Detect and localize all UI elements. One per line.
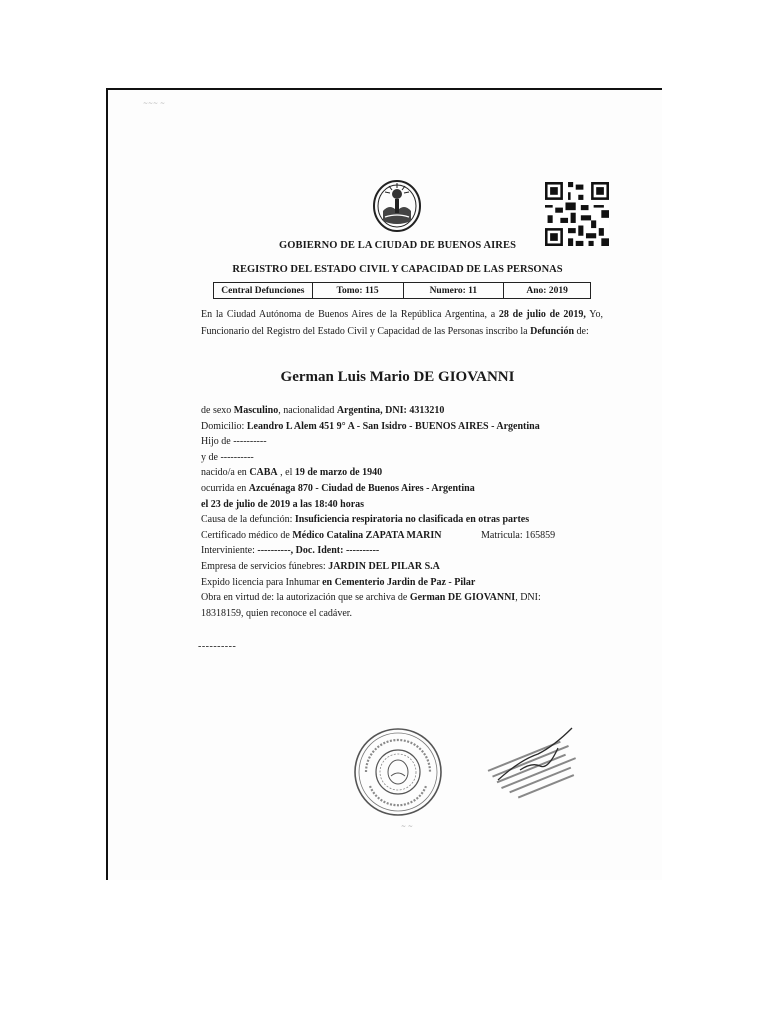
authorization-dni: , DNI: <box>515 592 541 604</box>
burial-prefix: Expido licencia para Inhumar <box>201 576 323 588</box>
city-coat-of-arms-icon <box>371 177 423 233</box>
cause-prefix: Causa de la defunción: <box>201 514 295 526</box>
cert-prefix: Certificado médico de <box>201 529 293 541</box>
burial-value: en Cementerio Jardin de Paz - Pilar <box>322 576 476 588</box>
occurred-line <box>201 481 621 497</box>
death-date: el 23 de julio de 2019 a las 18:40 horas <box>201 498 365 510</box>
death-date-line <box>201 497 621 513</box>
small-pencil-mark: ~ ~ <box>401 823 413 830</box>
authorization-prefix: Obra en virtud de: la autorización que se archiva de <box>201 592 410 604</box>
closing-dashes: ---------- <box>198 641 237 652</box>
authorization-name: German DE GIOVANNI <box>409 592 516 604</box>
pencil-scribble: ~~~ ~ <box>143 100 166 107</box>
address-prefix: Domicilio: <box>201 420 247 432</box>
government-heading: GOBIERNO DE LA CIUDAD DE BUENOS AIRES <box>278 240 517 251</box>
funeral-value: JARDIN DEL PILAR S.A <box>328 560 440 572</box>
cause-value: Insuficiencia respiratoria no clasificada en otras partes <box>294 514 530 526</box>
ref-year: Ano: 2019 <box>526 285 568 296</box>
sheet-left-edge <box>106 88 108 880</box>
birth-line <box>201 465 621 481</box>
nationality-prefix: , nacionalidad <box>278 405 337 416</box>
occurred-prefix: ocurrida en <box>201 482 249 494</box>
death-details <box>201 403 621 621</box>
intervener-line <box>201 543 621 559</box>
deceased-name: German Luis Mario DE GIOVANNI <box>280 369 515 385</box>
registration-date: 28 de julio de 2019, <box>498 309 586 320</box>
cert-doctor: Médico Catalina ZAPATA MARIN <box>292 529 442 541</box>
signature-stamp-icon <box>480 722 590 812</box>
intro-text-3: de: <box>574 325 589 337</box>
intro-text-1: En la Ciudad Autónoma de Buenos Aires de la República Argentina, a <box>201 309 499 320</box>
occurred-place: Azcuénaga 870 - Ciudad de Buenos Aires - Argentina <box>248 482 475 494</box>
nationality-value: Argentina, DNI: 4313210 <box>336 405 445 416</box>
funeral-line <box>201 559 621 575</box>
ref-number: Numero: 11 <box>404 283 505 298</box>
born-date: 19 de marzo de 1940 <box>294 467 383 479</box>
cause-line <box>201 512 621 528</box>
registry-heading: REGISTRO DEL ESTADO CIVIL Y CAPACIDAD DE LAS PERSONAS <box>232 264 563 275</box>
sex-value: Masculino <box>233 405 279 416</box>
matricula-value: 165859 <box>525 530 556 541</box>
qr-code-icon <box>545 182 609 246</box>
defuncion-label: Defunción <box>530 325 575 337</box>
authorization-line-2: 18318159, quien reconoce el cadáver. <box>201 607 353 619</box>
official-seal-icon <box>352 726 444 818</box>
born-place: CABA <box>249 467 278 479</box>
ref-office: Central Defunciones <box>214 283 313 298</box>
address-value: Leandro L Alem 451 9° A - San Isidro - BUENOS AIRES - Argentina <box>246 420 540 432</box>
born-prefix: nacido/a en <box>201 467 250 479</box>
funeral-prefix: Empresa de servicios fúnebres: <box>201 560 329 572</box>
and-of-line: y de ---------- <box>201 451 254 463</box>
address-line <box>201 419 621 435</box>
matricula-field <box>481 530 555 541</box>
reference-table <box>213 282 591 299</box>
intro-text-2: Yo, Funcionario del Registro del Estado Civil y Capacidad de las Personas inscribo la <box>201 309 603 337</box>
burial-line <box>201 575 621 591</box>
sheet-top-edge <box>108 88 662 90</box>
intervener-value: ----------, Doc. Ident: ---------- <box>257 545 380 557</box>
sex-prefix: de sexo <box>201 405 234 416</box>
born-mid: , el <box>277 467 295 479</box>
ref-volume: Tomo: 115 <box>313 283 404 298</box>
son-of-line: Hijo de ---------- <box>201 436 267 448</box>
intervener-prefix: Interviniente: <box>201 545 258 557</box>
certificate-line <box>201 528 621 544</box>
authorization-line <box>201 590 621 606</box>
matricula-prefix: Matricula: <box>481 530 526 541</box>
intro-paragraph <box>201 307 603 340</box>
sex-nationality-line <box>201 403 621 419</box>
